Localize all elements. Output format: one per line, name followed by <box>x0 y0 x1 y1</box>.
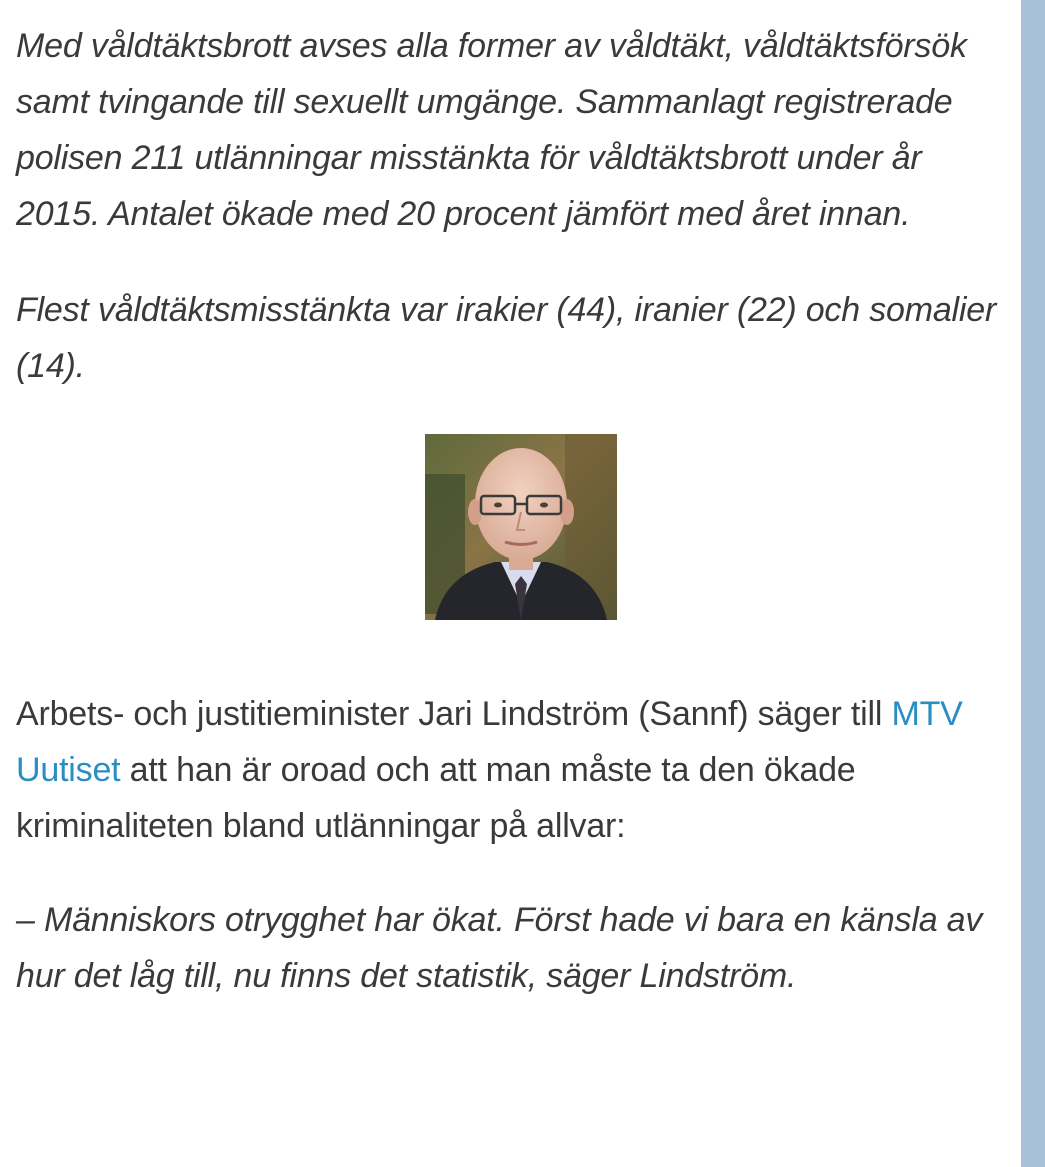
minister-text-end: att han är oroad och att man måste ta den ökade kriminaliteten bland utlänningar på allvar: <box>16 751 856 845</box>
portrait-photo <box>425 434 617 620</box>
mtv-uutiset-link[interactable]: MTV Uutiset <box>16 695 963 789</box>
minister-paragraph <box>16 686 1006 854</box>
scrollbar[interactable] <box>1021 0 1045 1167</box>
intro-paragraph: Med våldtäktsbrott avses alla former av våldtäkt, våldtäktsförsök samt tvingande till sexuellt umgänge. Sammanlagt registrerade polisen 211 utlänningar misstänkta för våldtäktsbrott under år 2015. Antalet ökade med 20 procent jämfört med året innan. <box>16 27 967 233</box>
suspects-paragraph: Flest våldtäktsmisstänkta var irakier (44), iranier (22) och somalier (14). <box>16 291 997 385</box>
quote-paragraph: – Människors otrygghet har ökat. Först hade vi bara en känsla av hur det låg till, nu finns det statistik, säger Lindström. <box>16 901 983 995</box>
article-body <box>16 18 1006 1004</box>
minister-text-start: Arbets- och justitieminister Jari Lindström (Sannf) säger till <box>16 695 892 733</box>
photo-container <box>16 434 1006 620</box>
